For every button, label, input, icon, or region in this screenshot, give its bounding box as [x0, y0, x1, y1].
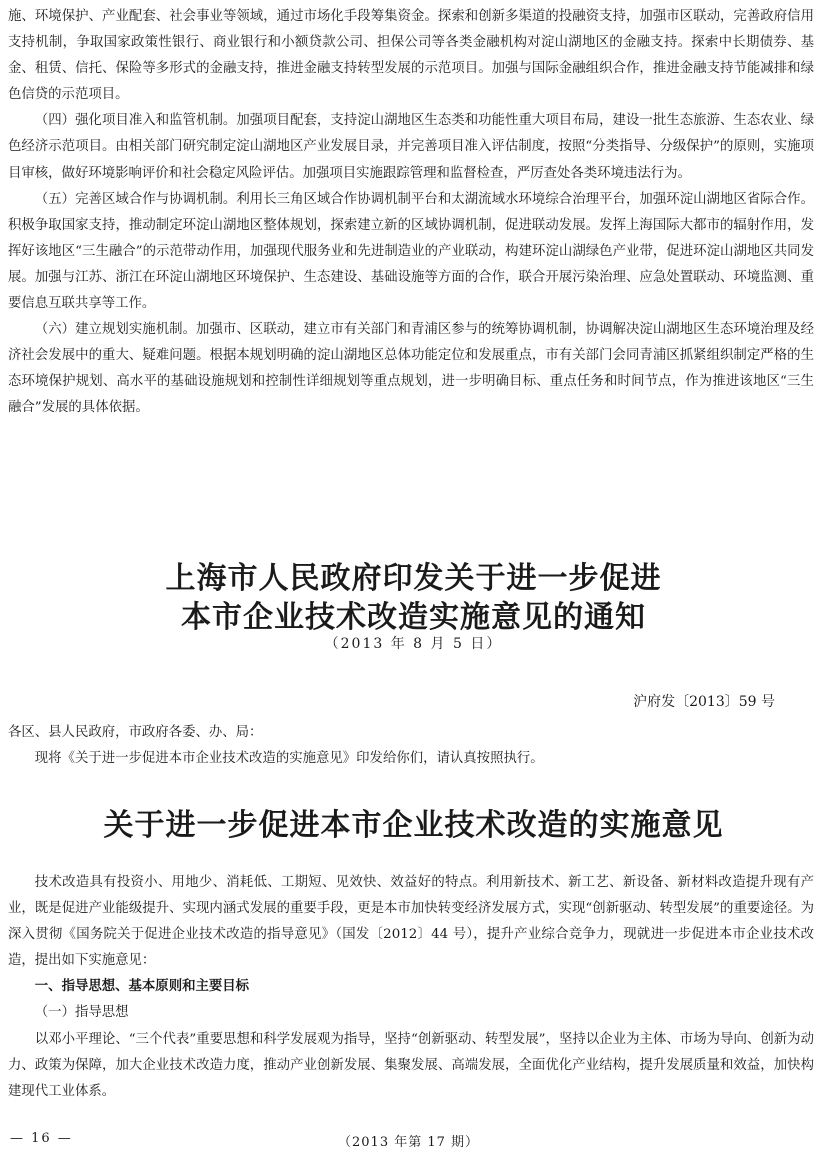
notice-title-line2: 本市企业技术改造实施意见的通知 — [181, 600, 646, 635]
paragraph-planning-implementation: （六）建立规划实施机制。加强市、区联动，建立市有关部门和青浦区参与的统筹协调机制，协调解决淀山湖地区生态环境治理及经济社会发展中的重大、疑难问题。根据本规划明确的淀山湖地区总体功能定位和发展重点，市有关部门会同青浦区抓紧组织制定严格的生态环境保护规划、高水平的基础设施规划和控制性详细规划等重点规划，进一步明确目标、重点任务和时间节点，作为推进该地区“三生融合”发展的具体依据。 — [8, 322, 814, 416]
page-number: — 16 — — [10, 1131, 73, 1146]
document-number: 沪府发〔2013〕59 号 — [633, 694, 775, 710]
opinion-content — [8, 870, 814, 1105]
opinion-title: 关于进一步促进本市企业技术改造的实施意见 — [103, 808, 724, 843]
subsection-heading: （一）指导思想 — [34, 1005, 129, 1021]
opinion-intro: 技术改造具有投资小、用地少、消耗低、工期短、见效快、效益好的特点。利用新技术、新工艺、新设备、新材料改造提升现有产业，既是促进产业能级提升、实现内涵式发展的重要手段，更是本市加快转变经济发展方式，实现“创新驱动、转型发展”的重要途径。为深入贯彻《国务院关于促进企业技术改造的指导意见》（国发〔2012〕44 号），提升产业综合竞争力，现就进一步促进本市企业技术改造，提出如下实施意见： — [8, 875, 814, 969]
issue-label: （2013 年第 17 期） — [338, 1135, 480, 1150]
notice-text: 现将《关于进一步促进本市企业技术改造的实施意见》印发给你们，请认真按照执行。 — [34, 751, 544, 766]
paragraph-financing: 施、环境保护、产业配套、社会事业等领域，通过市场化手段筹集资金。探索和创新多渠道的投融资支持，加强市区联动，完善政府信用支持机制，争取国家政策性银行、商业银行和小额贷款公司、担保公司等各类金融机构对淀山湖地区的金融支持。探索中长期债券、基金、租赁、信托、保险等多形式的金融支持，推进金融支持转型发展的示范项目。加强与国际金融组织合作，推进金融支持节能减排和绿色信贷的示范项目。 — [8, 9, 814, 103]
page-footer — [0, 1131, 827, 1151]
section-heading: 一、指导思想、基本原则和主要目标 — [34, 979, 250, 995]
continued-section — [8, 4, 814, 422]
notice-date: （2013 年 8 月 5 日） — [324, 636, 503, 652]
notice-body — [8, 720, 814, 772]
subsection-body: 以邓小平理论、“三个代表”重要思想和科学发展观为指导，坚持“创新驱动、转型发展”，坚持以企业为主体、市场为导向、创新为动力、政策为保障，加大企业技术改造力度，推动产业创新发展、集聚发展、高端发展，全面优化产业结构，提升发展质量和效益，加快构建现代工业体系。 — [8, 1031, 814, 1099]
notice-title-line1: 上海市人民政府印发关于进一步促进 — [165, 561, 662, 596]
paragraph-regional-cooperation: （五）完善区域合作与协调机制。利用长三角区域合作协调机制平台和太湖流域水环境综合治理平台，加强环淀山湖地区省际合作。积极争取国家支持，推动制定环淀山湖地区整体规划，探索建立新的区域协调机制，促进联动发展。发挥上海国际大都市的辐射作用，发挥好该地区“三生融合”的示范带动作用，加强现代服务业和先进制造业的产业联动，构建环淀山湖绿色产业带，促进环淀山湖地区共同发展。加强与江苏、浙江在环淀山湖地区环境保护、生态建设、基础设施等方面的合作，联合开展污染治理、应急处置联动、环境监测、重要信息互联共享等工作。 — [8, 191, 814, 312]
addressee: 各区、县人民政府，市政府各委、办、局： — [8, 725, 263, 740]
paragraph-project-admission: （四）强化项目准入和监管机制。加强项目配套，支持淀山湖地区生态类和功能性重大项目布局，建设一批生态旅游、生态农业、绿色经济示范项目。由相关部门研究制定淀山湖地区产业发展目录，并完善项目准入评估制度，按照“分类指导、分级保护”的原则，实施项目审核，做好环境影响评价和社会稳定风险评估。加强项目实施跟踪管理和监督检查，严厉查处各类环境违法行为。 — [8, 113, 814, 181]
